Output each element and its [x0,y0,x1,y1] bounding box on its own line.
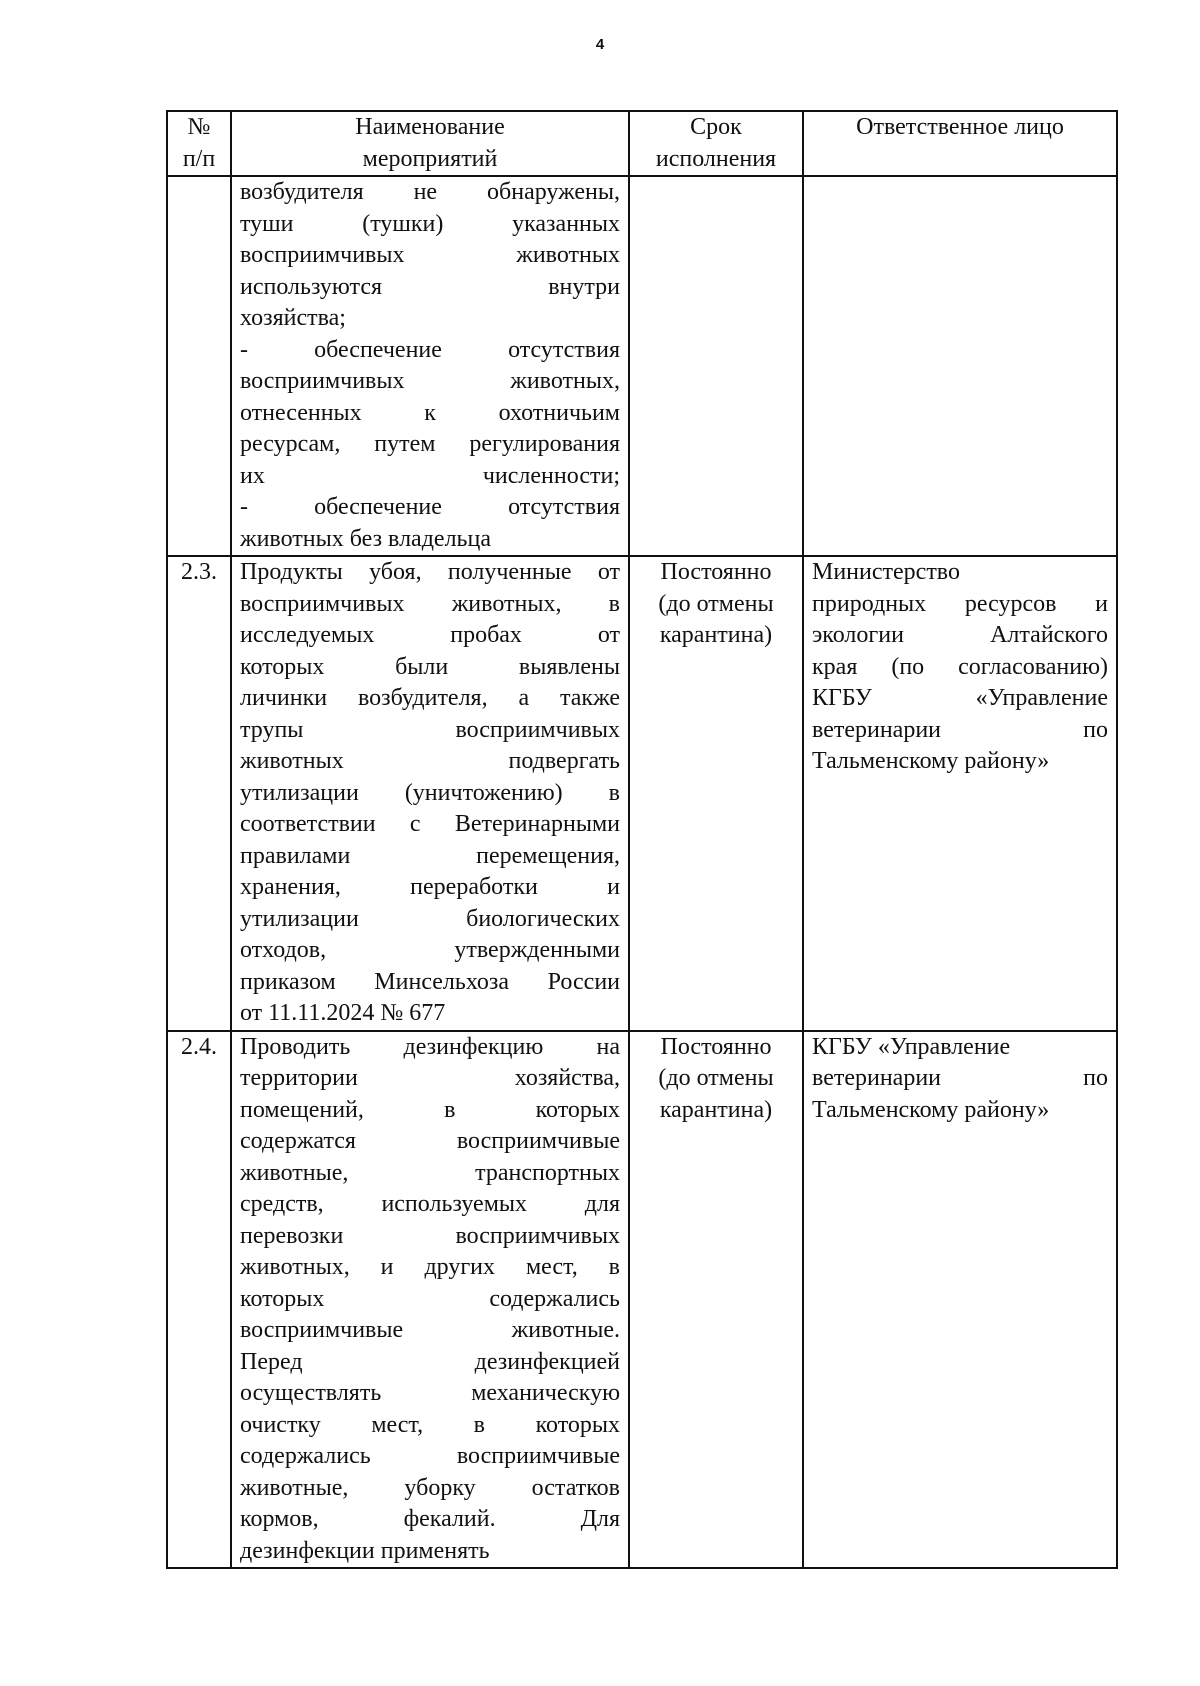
header-name: Наименование мероприятий [231,111,629,176]
measure-name-line: животные, уборку остатков [240,1474,620,1501]
measure-name-line: ресурсам, путем регулирования [240,431,620,457]
responsible-cell [803,556,1117,1031]
measure-name-line: кормов, фекалий. Для [240,1506,620,1532]
measure-name-line: восприимчивых животных, [240,368,620,394]
measure-name-line: осуществлять механическую [240,1380,620,1406]
term-line: (до отмены [658,1065,774,1091]
measure-name-line: которых были выявлены [240,653,620,680]
term-line: Постоянно [660,1033,772,1060]
measure-name-line: дезинфекции применять [240,1537,490,1564]
responsible-line: края (по согласованию) [812,653,1108,680]
measure-name-line: помещений, в которых [240,1096,620,1123]
term-line: карантина) [659,622,773,648]
measure-name-line: используются внутри [240,273,620,300]
measure-name-line: трупы восприимчивых [240,716,620,743]
measure-name-line: восприимчивые животные. [240,1317,620,1343]
measure-name-line: Продукты убоя, полученные от [240,559,620,585]
measure-name-line: содержались восприимчивые [240,1443,620,1469]
responsible-line: КГБУ «Управление [812,685,1108,711]
measure-name-cell [231,176,629,556]
measure-name-line: отходов, утвержденными [240,937,620,963]
responsible-cell [803,176,1117,556]
term-cell [629,176,803,556]
table-row [167,176,1117,556]
table-header-row [167,111,1117,176]
measure-name-line: содержатся восприимчивые [240,1128,620,1154]
measure-name-line: животных, и других мест, в [240,1254,620,1280]
page-number: 4 [595,36,605,53]
header-number: № п/п [167,111,231,176]
measure-name-line: территории хозяйства, [240,1065,620,1091]
responsible-line: природных ресурсов и [812,590,1108,617]
measure-name-line: отнесенных к охотничьим [240,399,620,426]
measure-name-line: - обеспечение отсутствия [240,336,620,363]
term-cell [629,556,803,1031]
measure-name-line: животные, транспортных [240,1159,620,1186]
row-number [167,176,231,556]
measure-name-line: очистку мест, в которых [240,1411,620,1438]
responsible-line: Министерство [812,559,960,585]
header-term: Срок исполнения [629,111,803,176]
responsible-line: КГБУ «Управление [812,1033,1011,1060]
measure-name-line: правилами перемещения, [240,842,620,869]
measure-name-line: исследуемых пробах от [240,622,620,648]
measure-name-line: утилизации (уничтожению) в [240,779,620,806]
measure-name-line: животных подвергать [240,748,620,774]
measure-name-line: возбудителя не обнаружены, [240,179,620,205]
responsible-line: ветеринарии по [812,716,1108,743]
responsible-line: Тальменскому району» [812,1096,1050,1123]
measure-name-line: животных без владельца [240,525,491,552]
measure-name-line: восприимчивых животных, в [240,590,620,617]
term-cell [629,1031,803,1569]
measure-name-line: от 11.11.2024 № 677 [240,1000,446,1026]
term-line: (до отмены [658,590,774,617]
term-line: карантина) [659,1096,773,1123]
measure-name-line: которых содержались [240,1285,620,1312]
responsible-line: экологии Алтайского [812,622,1108,648]
measure-name-line: хозяйства; [240,305,346,331]
term-line: Постоянно [660,559,772,585]
table-row [167,556,1117,1031]
header-responsible: Ответственное лицо [803,111,1117,176]
measure-name-line: приказом Минсельхоза России [240,968,620,995]
measure-name-cell [231,556,629,1031]
measure-name-cell [231,1031,629,1569]
measure-name-line: утилизации биологических [240,905,620,932]
measure-name-line: соответствии с Ветеринарными [240,811,620,837]
measure-name-line: Проводить дезинфекцию на [240,1033,620,1060]
table-row [167,1031,1117,1569]
measures-table [166,110,1118,1569]
measure-name-line: хранения, переработки и [240,874,620,900]
measure-name-line: туши (тушки) указанных [240,210,620,237]
responsible-line: ветеринарии по [812,1065,1108,1091]
measure-name-line: восприимчивых животных [240,242,620,268]
measure-name-line: личинки возбудителя, а также [240,685,620,711]
responsible-line: Тальменскому району» [812,748,1050,774]
measure-name-line: средств, используемых для [240,1191,620,1217]
row-number: 2.3. [167,556,231,1031]
measure-name-line: - обеспечение отсутствия [240,494,620,520]
measure-name-line: перевозки восприимчивых [240,1222,620,1249]
row-number: 2.4. [167,1031,231,1569]
responsible-cell [803,1031,1117,1569]
measure-name-line: их численности; [240,462,620,489]
measure-name-line: Перед дезинфекцией [240,1348,620,1375]
